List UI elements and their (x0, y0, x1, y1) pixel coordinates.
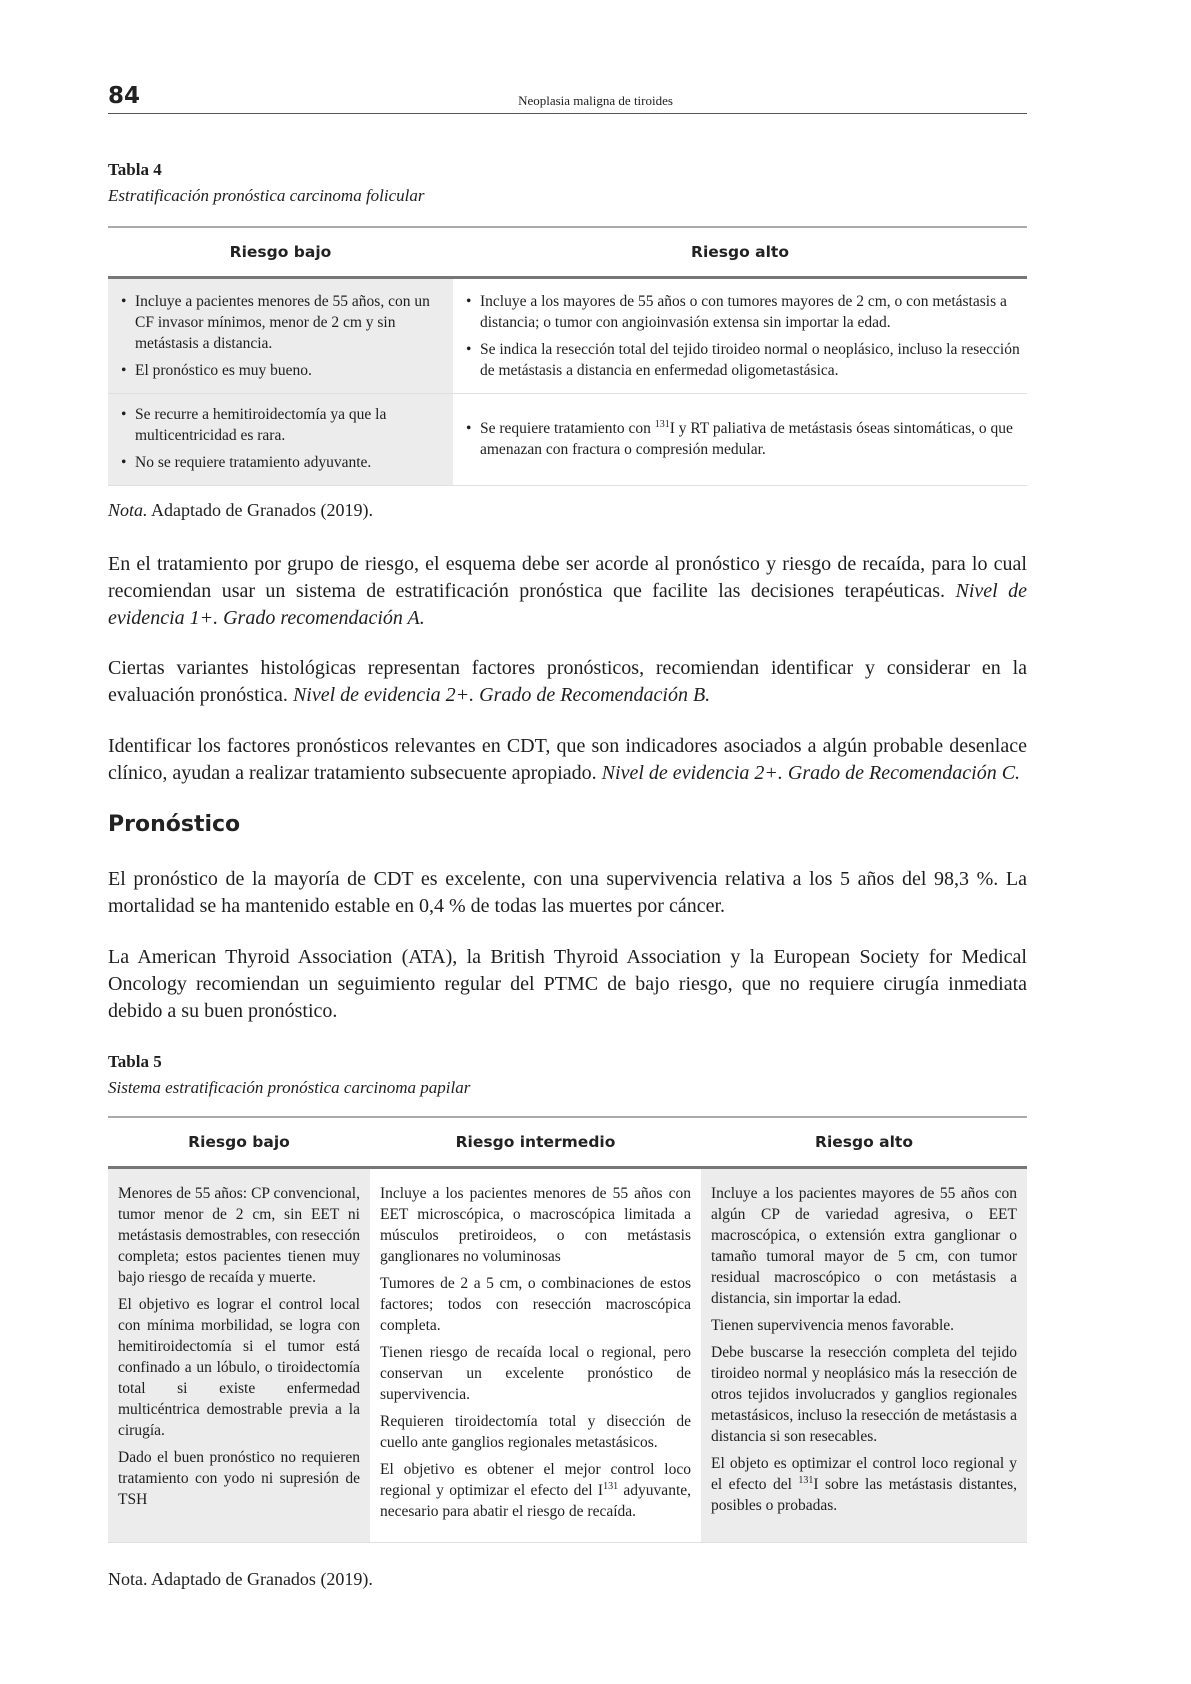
evidence-level: Nivel de evidencia 1+. Grado recomendación A. (108, 580, 1027, 629)
table5-note: Nota. Adaptado de Granados (2019). (108, 1569, 373, 1589)
table5-col-intermediate: Riesgo intermedio (455, 1133, 616, 1151)
evidence-level: Nivel de evidencia 2+. Grado de Recomendación B. (292, 684, 711, 706)
table5 (108, 1116, 1027, 1543)
paragraph-5: La American Thyroid Association (ATA), la British Thyroid Association y la European Society for Medical Oncology recomiendan un seguimiento regular del PTMC de bajo riesgo, que no requiere cirugía inmediata debido a su buen pronóstico. (108, 946, 1027, 1022)
paragraph-2 (108, 655, 1027, 709)
note-text: Adaptado de Granados (2019). (147, 500, 373, 520)
cell-paragraph: Dado el buen pronóstico no requieren tratamiento con yodo ni supresión de TSH (118, 1449, 360, 1508)
text-fragment: El objetivo es obtener el mejor control loco regional y optimizar el efecto del I (380, 1461, 691, 1499)
cell-paragraph: Tumores de 2 a 5 cm, o combinaciones de estos factores; todos con resección macroscópica completa. (380, 1275, 691, 1334)
paragraph-text: Ciertas variantes histológicas representan factores pronósticos, recomiendan identificar y considerar en la evaluación pronóstica. (108, 657, 1027, 706)
table4-low-cell (108, 278, 453, 394)
table4-title: Tabla 4 (108, 160, 162, 179)
table4-col-high: Riesgo alto (691, 243, 789, 261)
list-item: • Incluye a pacientes menores de 55 años, con un CF invasor mínimos, menor de 2 cm y sin metástasis a distancia. (118, 291, 443, 354)
table4-high-cell (453, 278, 1027, 394)
table4-low-cell (108, 394, 453, 486)
table4-header-row (108, 227, 1027, 278)
running-title: Neoplasia maligna de tiroides (518, 93, 673, 108)
paragraph-3 (108, 733, 1027, 787)
section-heading: Pronóstico (108, 812, 241, 837)
text-fragment: I sobre las metástasis distantes, posibles o probadas. (711, 1476, 1018, 1514)
list-item: • Se recurre a hemitiroidectomía ya que la multicentricidad es rara. (118, 404, 443, 446)
table5-header-row (108, 1117, 1027, 1168)
table-row (108, 394, 1027, 486)
list-item: • El pronóstico es muy bueno. (118, 360, 443, 381)
cell-paragraph: Incluye a los pacientes menores de 55 años con EET microscópica, o macroscópica limitada a músculos pretiroideos, o con metástasis ganglionares no voluminosas (380, 1185, 691, 1265)
table4-note (108, 500, 373, 521)
text-fragment: adyuvante, necesario para abatir el riesgo de recaída. (380, 1482, 691, 1520)
cell-paragraph: Menores de 55 años: CP convencional, tumor menor de 2 cm, sin EET ni metástasis demostrables, con resección completa; estos pacientes tienen muy bajo riesgo de recaída y muerte. (118, 1185, 360, 1286)
table5-high-cell (701, 1168, 1027, 1543)
table4-subtitle: Estratificación pronóstica carcinoma folicular (108, 186, 425, 205)
text-fragment: Se requiere tratamiento con (480, 419, 655, 437)
text-fragment: I y RT paliativa de metástasis óseas sintomáticas, o que amenazan con fractura o compresión medular. (480, 419, 1013, 458)
table4-high-cell (453, 394, 1027, 486)
table-row (108, 1168, 1027, 1543)
table5-subtitle: Sistema estratificación pronóstica carcinoma papilar (108, 1078, 471, 1097)
cell-paragraph (380, 1459, 691, 1522)
paragraph-text: Identificar los factores pronósticos relevantes en CDT, que son indicadores asociados a algún probable desenlace clínico, ayudan a realizar tratamiento subsecuente apropiado. (108, 735, 1027, 784)
table-row (108, 278, 1027, 394)
list-item (463, 418, 1023, 460)
cell-paragraph (711, 1453, 1017, 1516)
evidence-level: Nivel de evidencia 2+. Grado de Recomendación C. (601, 762, 1021, 784)
cell-paragraph: Tienen supervivencia menos favorable. (711, 1317, 955, 1334)
paragraph-text: En el tratamiento por grupo de riesgo, el esquema debe ser acorde al pronóstico y riesgo de recaída, para lo cual recomiendan usar un sistema de estratificación pronóstica que facilite las decisiones terapéuticas. (108, 553, 1027, 602)
table5-col-low: Riesgo bajo (188, 1133, 290, 1151)
table5-intermediate-cell (370, 1168, 701, 1543)
note-label: Nota. (108, 500, 148, 520)
page-number: 84 (108, 83, 141, 109)
list-item: • Se indica la resección total del tejido tiroideo normal o neoplásico, incluso la resección de metástasis a distancia en enfermedad oligometastásica. (463, 339, 1023, 381)
list-item: • Incluye a los mayores de 55 años o con tumores mayores de 2 cm, o con metástasis a distancia; o tumor con angioinvasión extensa sin importar la edad. (463, 291, 1023, 333)
header-rule (108, 113, 1027, 114)
cell-paragraph: Incluye a los pacientes mayores de 55 años con algún CP de variedad agresiva, o EET macroscópica, o extensión extra ganglionar o tamaño tumoral mayor de 5 cm, con tumor residual macroscópico o con metástasis a distancia, sin importar la edad. (711, 1185, 1017, 1307)
cell-paragraph: El objetivo es lograr el control local con mínima morbilidad, se logra con hemitiroidectomía si el tumor está confinado a un lóbulo, o tiroidectomía total si existe enfermedad multicéntrica demostrable previa a la cirugía. (118, 1296, 360, 1439)
text-fragment: El objeto es optimizar el control loco regional y el efecto del (711, 1455, 1017, 1493)
superscript: 131 (654, 418, 670, 430)
table5-low-cell (108, 1168, 370, 1543)
cell-paragraph: Requieren tiroidectomía total y disección de cuello ante ganglios regionales metastásicos. (380, 1413, 691, 1451)
table4-col-low: Riesgo bajo (229, 243, 332, 261)
table5-title: Tabla 5 (108, 1052, 162, 1071)
cell-paragraph: Tienen riesgo de recaída local o regional, pero conservan un excelente pronóstico de supervivencia. (380, 1344, 691, 1403)
table5-col-high: Riesgo alto (815, 1133, 913, 1151)
paragraph-4: El pronóstico de la mayoría de CDT es excelente, con una supervivencia relativa a los 5 años del 98,3 %. La mortalidad se ha mantenido estable en 0,4 % de todas las muertes por cáncer. (108, 868, 1027, 917)
paragraph-1 (108, 551, 1027, 632)
superscript: 131 (798, 1474, 814, 1486)
superscript: 131 (603, 1480, 619, 1492)
table4 (108, 226, 1027, 486)
list-item: • No se requiere tratamiento adyuvante. (118, 452, 443, 473)
cell-paragraph: Debe buscarse la resección completa del tejido tiroideo normal y neoplásico más la resección de otros tejidos involucrados y ganglios regionales metastásicos, incluso la resección de metástasis a distancia si son resecables. (711, 1344, 1017, 1445)
